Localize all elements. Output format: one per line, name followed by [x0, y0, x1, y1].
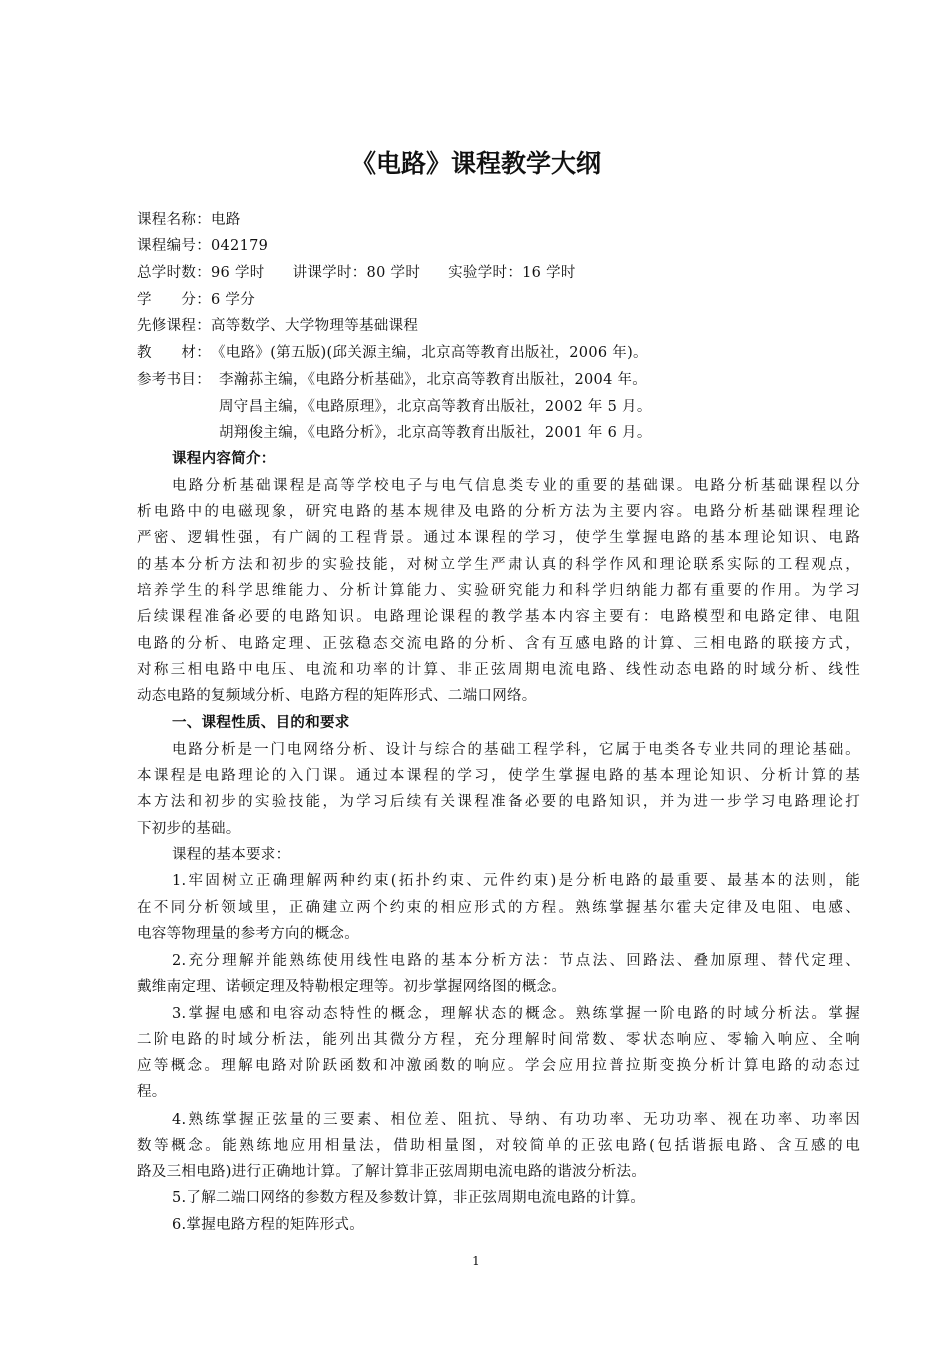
requirement-2: 2.充分理解并能熟练使用线性电路的基本分析方法：节点法、回路法、叠加原理、替代定理、	[172, 953, 860, 969]
course-code: 课程编号：042179	[137, 238, 269, 254]
intro-line: 电路的分析、电路定理、正弦稳态交流电路的分析、含有互感电路的计算、三相电路的联接方式，	[137, 636, 860, 652]
course-hours	[137, 263, 860, 283]
section1-heading: 一、课程性质、目的和要求	[172, 715, 350, 731]
requirement-3: 程。	[137, 1084, 167, 1100]
intro-line: 严密、逻辑性强，有广阔的工程背景。通过本课程的学习，使学生掌握电路的基本理论知识、电路	[137, 530, 860, 546]
hours-lab: 实验学时：16 学时	[448, 265, 576, 281]
document-title: 《电路》课程教学大纲	[350, 149, 601, 178]
requirement-4: 4.熟练掌握正弦量的三要素、相位差、阻抗、导纳、有功功率、无功功率、视在功率、功率因	[172, 1112, 860, 1128]
credit-label: 学 分：	[137, 292, 211, 308]
textbook-label: 教 材：	[137, 345, 211, 361]
ref-label: 参考书目：	[137, 372, 211, 388]
ref-item: 胡翔俊主编，《电路分析》，北京高等教育出版社，2001 年 6 月。	[219, 425, 652, 441]
credit-value: 6 学分	[211, 292, 256, 308]
requirement-1: 1.牢固树立正确理解两种约束(拓扑约束、元件约束)是分析电路的最重要、最基本的法则，能	[172, 873, 860, 889]
section1-line: 下初步的基础。	[137, 821, 241, 837]
intro-heading: 课程内容简介：	[172, 451, 276, 467]
page-number: 1	[472, 1254, 480, 1268]
intro-line: 析电路中的电磁现象，研究电路的基本规律及电路的分析方法为主要内容。电路分析基础课程理论	[137, 504, 860, 520]
section1-line: 本方法和初步的实验技能，为学习后续有关课程准备必要的电路知识，并为进一步学习电路理论打	[137, 794, 860, 810]
hours-lecture: 讲课学时：80 学时	[292, 265, 421, 281]
requirement-3: 二阶电路的时域分析法，能列出其微分方程，充分理解时间常数、零状态响应、零输入响应、全响	[137, 1032, 860, 1048]
requirement-3: 3.掌握电感和电容动态特性的概念，理解状态的概念。熟练掌握一阶电路的时域分析法。掌握	[172, 1006, 860, 1022]
textbook-value: 《电路》(第五版)(邱关源主编，北京高等教育出版社，2006 年)。	[211, 345, 648, 361]
intro-line: 后续课程准备必要的电路知识。电路理论课程的教学基本内容主要有：电路模型和电路定律、电阻	[137, 609, 860, 625]
intro-line: 电路分析基础课程是高等学校电子与电气信息类专业的重要的基础课。电路分析基础课程以分	[172, 478, 860, 494]
requirement-5: 5.了解二端口网络的参数方程及参数计算，非正弦周期电流电路的计算。	[172, 1190, 646, 1206]
course-prereq: 先修课程：高等数学、大学物理等基础课程	[137, 318, 419, 334]
intro-line: 对称三相电路中电压、电流和功率的计算、非正弦周期电流电路、线性动态电路的时域分析、线性	[137, 662, 860, 678]
course-name: 课程名称：电路	[137, 212, 241, 228]
intro-line: 培养学生的科学思维能力、分析计算能力、实验研究能力和科学归纳能力都有重要的作用。为学习	[137, 583, 860, 599]
requirement-6: 6.掌握电路方程的矩阵形式。	[172, 1217, 365, 1233]
requirement-1: 电容等物理量的参考方向的概念。	[137, 926, 359, 942]
requirement-1: 在不同分析领域里，正确建立两个约束的相应形式的方程。熟练掌握基尔霍夫定律及电阻、电感、	[137, 900, 860, 916]
course-credit	[137, 290, 860, 310]
course-textbook	[137, 343, 860, 363]
section1-line: 电路分析是一门电网络分析、设计与综合的基础工程学科，它属于电类各专业共同的理论基础。	[172, 742, 860, 758]
ref-item: 周守昌主编，《电路原理》，北京高等教育出版社，2002 年 5 月。	[219, 399, 652, 415]
requirement-3: 应等概念。理解电路对阶跃函数和冲激函数的响应。学会应用拉普拉斯变换分析计算电路的动态过	[137, 1058, 860, 1074]
requirement-4: 数等概念。能熟练地应用相量法，借助相量图，对较简单的正弦电路(包括谐振电路、含互感的电	[137, 1138, 860, 1154]
requirements-intro: 课程的基本要求：	[172, 847, 291, 863]
intro-line: 动态电路的复频域分析、电路方程的矩阵形式、二端口网络。	[137, 688, 537, 704]
requirement-4: 路及三相电路)进行正确地计算。了解计算非正弦周期电流电路的谐波分析法。	[137, 1164, 647, 1180]
ref-item: 李瀚荪主编，《电路分析基础》，北京高等教育出版社，2004 年。	[219, 372, 648, 388]
intro-line: 的基本分析方法和初步的实验技能，对树立学生严肃认真的科学作风和理论联系实际的工程观点，	[137, 557, 860, 573]
hours-total: 总学时数：96 学时	[137, 265, 265, 281]
requirement-2: 戴维南定理、诺顿定理及特勒根定理等。初步掌握网络图的概念。	[137, 979, 567, 995]
section1-line: 本课程是电路理论的入门课。通过本课程的学习，使学生掌握电路的基本理论知识、分析计算的基	[137, 768, 860, 784]
